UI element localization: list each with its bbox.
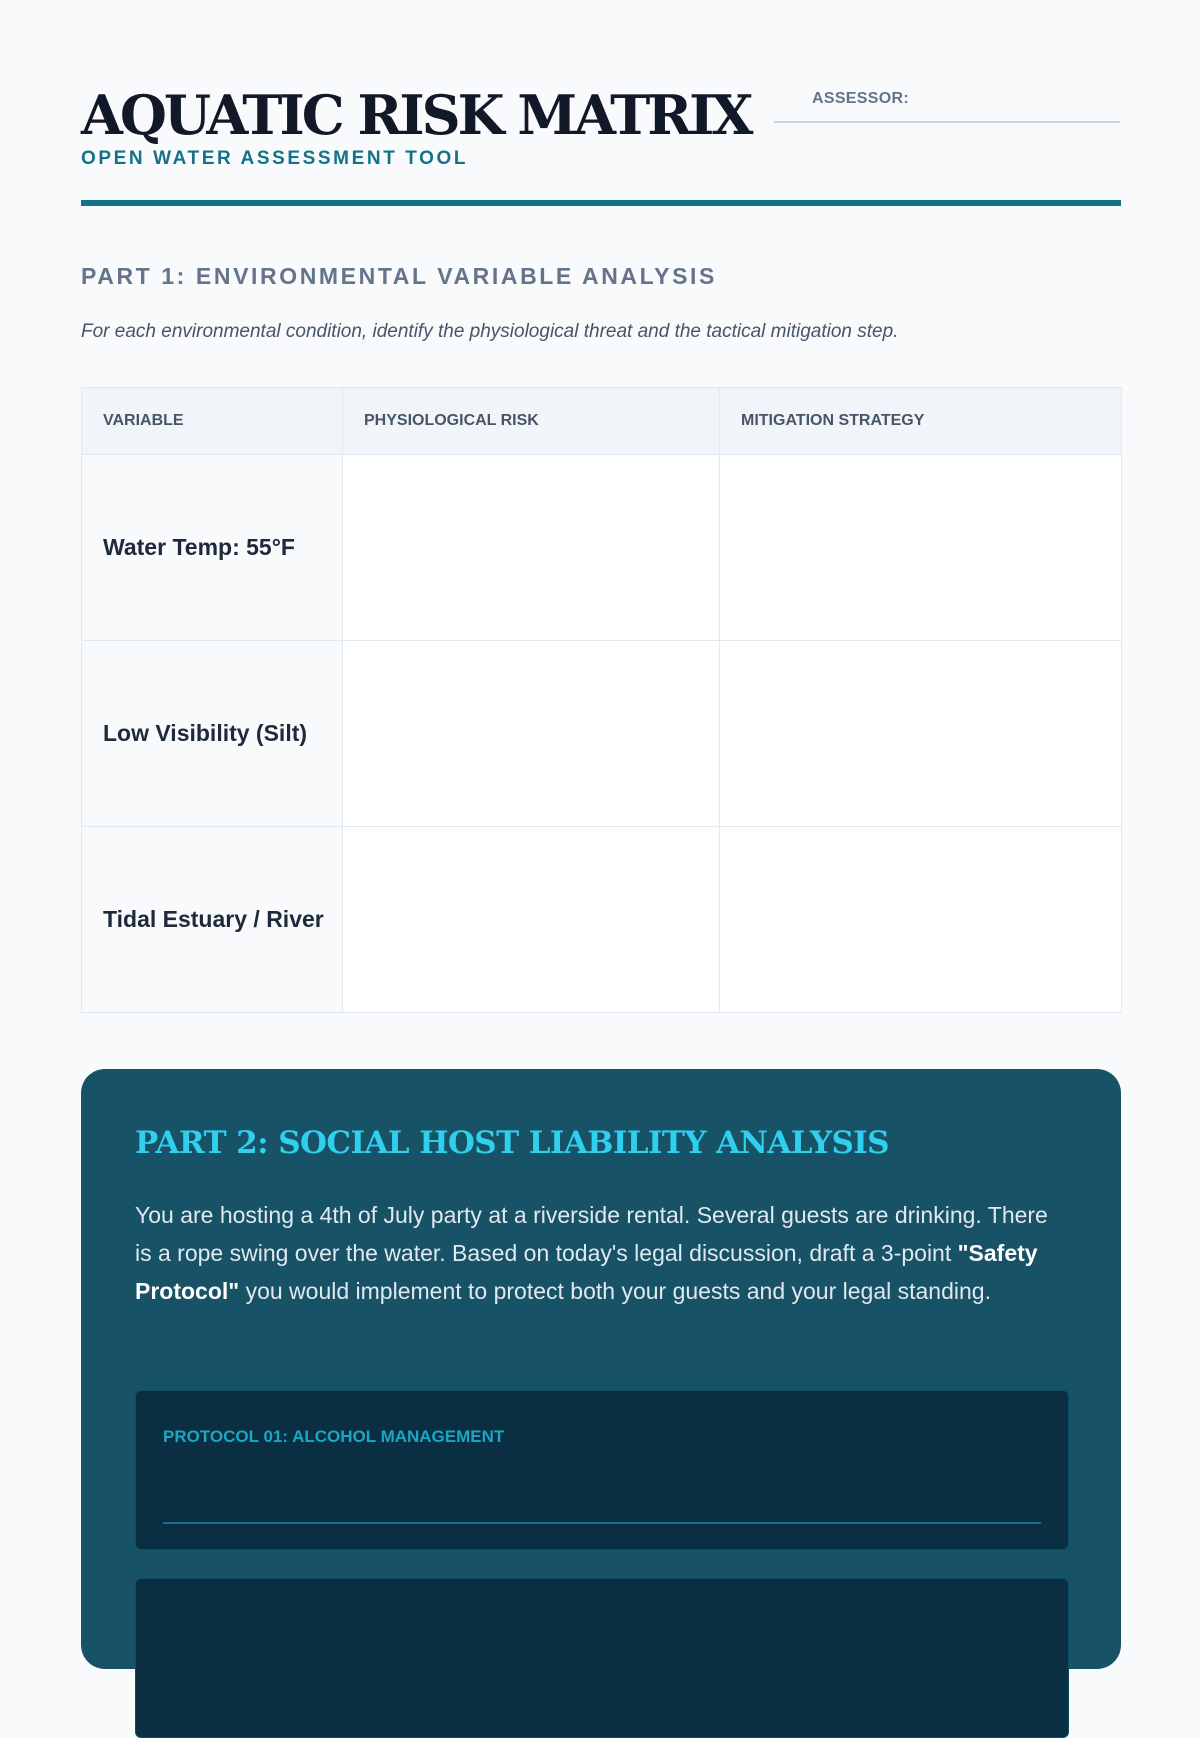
part2-prompt	[135, 1196, 1070, 1310]
page-title: AQUATIC RISK MATRIX	[81, 83, 751, 147]
assessor-label: ASSESSOR:	[812, 90, 909, 107]
part2-prompt-text: You are hosting a 4th of July party at a riverside rental. Several guests are drinking. There is a rope swing over the water. Based on today's legal discussion, draft a 3-point	[135, 1202, 1048, 1266]
table-row	[82, 455, 1122, 641]
assessor-field[interactable]	[774, 84, 1120, 123]
column-header-mitigation-strategy: MITIGATION STRATEGY	[720, 388, 1122, 455]
protocol-01-answer-line[interactable]	[163, 1522, 1041, 1524]
variable-cell: Low Visibility (Silt)	[82, 641, 343, 827]
protocol-01-box	[135, 1390, 1069, 1550]
physiological-risk-cell[interactable]	[343, 827, 720, 1013]
mitigation-strategy-cell[interactable]	[720, 641, 1122, 827]
physiological-risk-cell[interactable]	[343, 641, 720, 827]
table-header-row	[82, 388, 1122, 455]
mitigation-strategy-cell[interactable]	[720, 827, 1122, 1013]
safety-protocol-emphasis: "Safety Protocol"	[135, 1240, 1038, 1304]
header-divider	[81, 200, 1121, 206]
part2-prompt-text-end: you would implement to protect both your guests and your legal standing.	[239, 1278, 991, 1304]
table-row	[82, 641, 1122, 827]
part2-heading: PART 2: SOCIAL HOST LIABILITY ANALYSIS	[135, 1125, 889, 1161]
worksheet-page	[81, 0, 1121, 1446]
worksheet-header	[81, 0, 1121, 207]
part1-heading: PART 1: ENVIRONMENTAL VARIABLE ANALYSIS	[81, 263, 717, 289]
mitigation-strategy-cell[interactable]	[720, 455, 1122, 641]
page-subtitle: OPEN WATER ASSESSMENT TOOL	[81, 148, 469, 169]
variable-cell: Tidal Estuary / River	[82, 827, 343, 1013]
column-header-physiological-risk: PHYSIOLOGICAL RISK	[343, 388, 720, 455]
variable-cell: Water Temp: 55°F	[82, 455, 343, 641]
protocol-01-label: PROTOCOL 01: ALCOHOL MANAGEMENT	[163, 1427, 505, 1446]
protocol-02-box	[135, 1578, 1069, 1738]
physiological-risk-cell[interactable]	[343, 455, 720, 641]
part2-panel	[81, 1069, 1121, 1669]
risk-matrix-table	[81, 387, 1122, 1013]
part1-instructions: For each environmental condition, identify the physiological threat and the tactical mitigation step.	[81, 321, 899, 342]
column-header-variable: VARIABLE	[82, 388, 343, 455]
table-row	[82, 827, 1122, 1013]
